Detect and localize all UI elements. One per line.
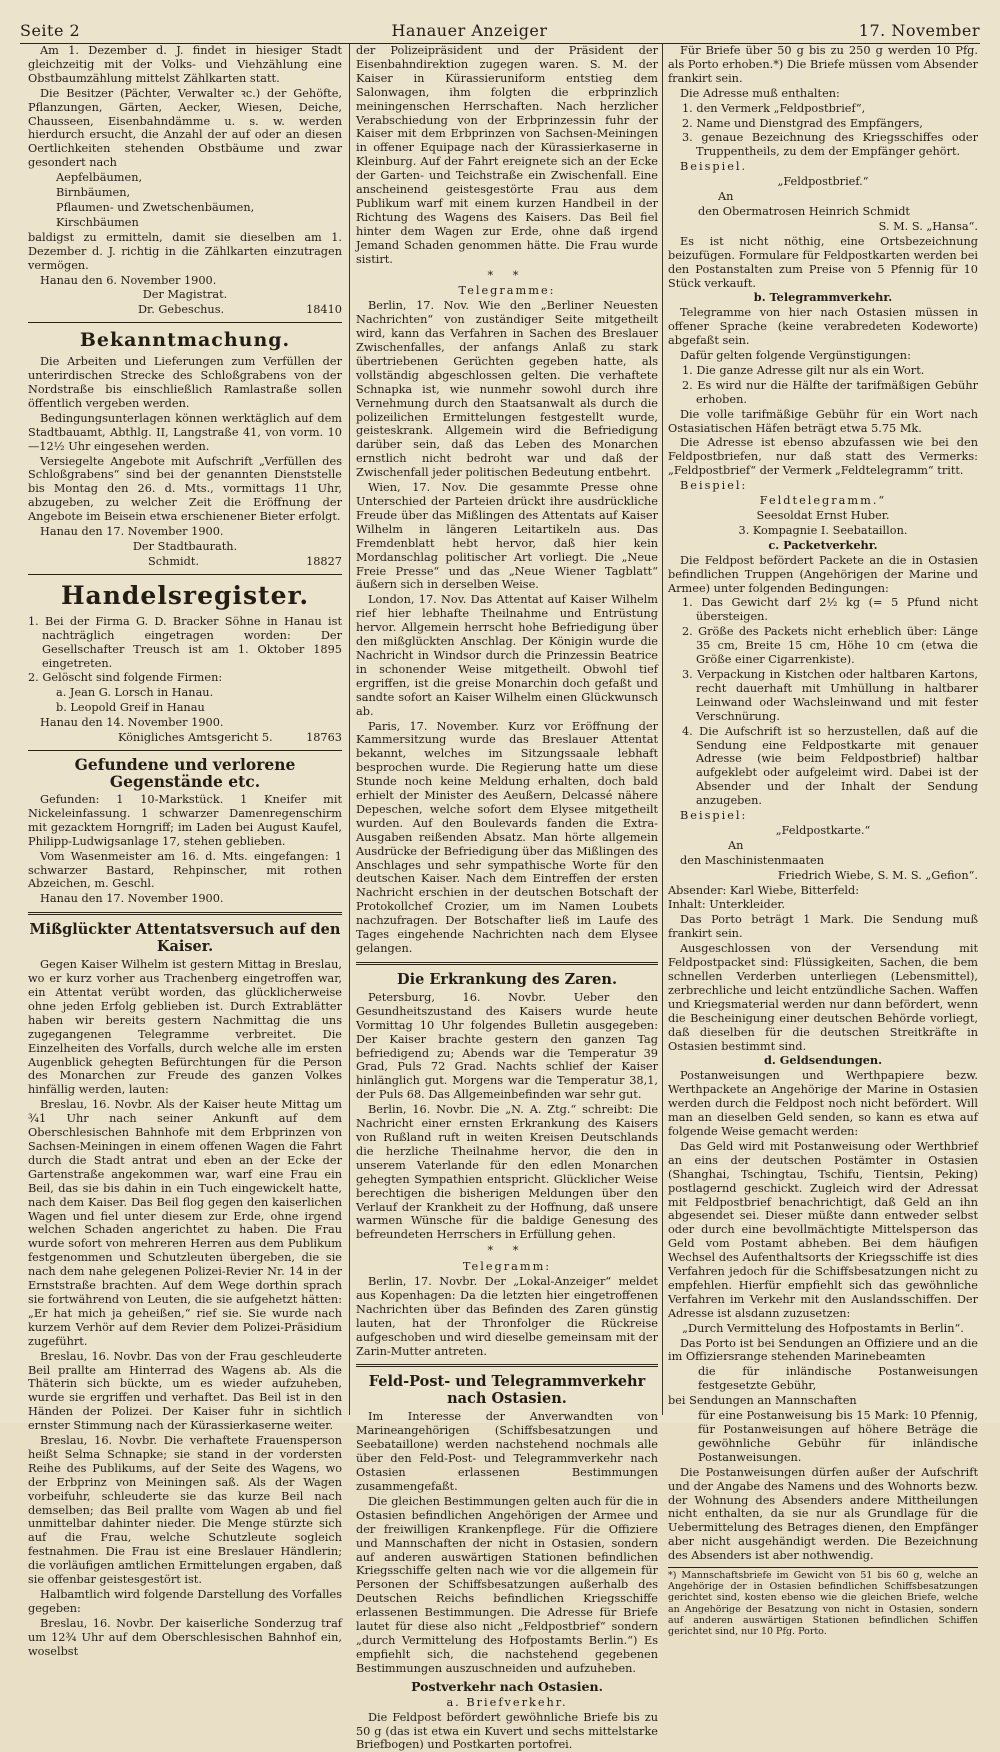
list-item: 1. Die ganze Adresse gilt nur als ein Wort. bbox=[682, 363, 925, 377]
example-sender: Absender: Karl Wiebe, Bitterfeld: bbox=[668, 883, 860, 897]
list-item: 3. Verpackung in Kistchen oder haltbaren Kartons, recht dauerhaft mit Umhüllung in haltbarer Leinwand oder Wachsleinwand und mit fester Verschnürung. bbox=[682, 667, 978, 723]
tree-type: Birnbäumen, bbox=[56, 186, 131, 200]
list-item: 2. Größe des Packets nicht erheblich über: Länge 35 cm, Breite 15 cm, Höhe 10 cm (etwa die Größe einer Cigarrenkiste). bbox=[682, 625, 978, 667]
list-item: 2. Es wird nur die Hälfte der tarifmäßigen Gebühr erhoben. bbox=[682, 378, 978, 406]
article-paragraph: bei Sendungen an Mannschaften bbox=[668, 1394, 857, 1408]
example-line: Feldtelegramm.“ bbox=[759, 494, 887, 508]
register-date: Hanau den 14. November 1900. bbox=[40, 716, 224, 730]
telegram-berlin: Berlin, 17. Nov. Wie den „Berliner Neuesten Nachrichten“ von zuständiger Seite mitgetheilt wird, kann das Verfahren in Sachen des Breslauer Zwischenfalles, der anfangs Anlaß zu stark übertriebenen Gerüchten gegeben hatte, als vollständig abgeschlossen gelten. Die verhaftete Schnapka ist, wie nunmehr sowohl durch ihre Vernehmung durch den Staatsanwalt als durch die polizeilichen Ermittelungen festgestellt wurde, geisteskrank. Allgemein wird die Befriedigung darüber sein, daß das Leben des Monarchen ernstlich nicht bedroht war und daß der Zwischenfall jeder politischen Bedeutung entbehrt. bbox=[356, 299, 658, 480]
register-firm: a. Jean G. Lorsch in Hanau. bbox=[56, 686, 214, 700]
article-headline: Die Erkrankung des Zaren. bbox=[397, 970, 617, 988]
column-rule-1 bbox=[349, 44, 350, 1415]
article-headline: Feld-Post- und Telegrammverkehr nach Ostasien. bbox=[368, 1373, 646, 1408]
subsection-heading: b. Telegrammverkehr. bbox=[753, 290, 893, 305]
article-paragraph: Petersburg, 16. Novbr. Ueber den Gesundheitszustand des Kaisers wurde heute Vormittag 10 Uhr folgendes Bulletin ausgegeben: Der Kaiser brachte gestern den ganzen Tag befriedigend zu; Abends war die Temperatur 39 Grad, Puls 72 Grad. Nachts schlief der Kaiser hinlänglich gut. Morgens war die Temperatur 38,1, der Puls 68. Das Allgemeinbefinden war sehr gut. bbox=[356, 990, 658, 1102]
footnote: *) Mannschaftsbriefe im Gewicht von 51 bis 60 g, welche an Angehörige der in Ostasien befindlichen Schiffsbesatzungen gerichtet sind, kosten ebenso wie die gleichen Briefe, welche an Angehörige der Besatzung von nicht in Ostasien, sondern auf anderen auswärtigen Stationen befindlichen Schiffen gerichtet sind, nur 10 Pfg. Porto. bbox=[668, 1567, 978, 1637]
column-2 bbox=[356, 44, 658, 1752]
article-continuation: der Polizeipräsident und der Präsident der Eisenbahndirektion zugegen waren. S. M. der Kaiser in Kürassieruniform entstieg dem Salonwagen, ihm folgten die erbprinzlich meiningenschen Herrschaften. Nach herzlicher Verabschiedung von der Erbprinzessin fuhr der Kaiser mit dem Erbprinzen von Sachsen-Meiningen in offener Equipage nach der Kürassierkaserne in Kleinburg. Auf der Fahrt ereignete sich an der Ecke der Garten- und Teichstraße ein Zwischenfall. Eine anscheinend geistesgestörte Frau aus dem Publikum warf mit einem kurzen Handbeil in der Richtung des Wagens des Kaisers. Das Beil fiel hinter dem Wagen zur Erde, ohne daß irgend Jemand Schaden genommen hätte. Die Frau wurde sistirt. bbox=[356, 44, 658, 266]
masthead-title: Hanauer Anzeiger bbox=[391, 21, 548, 40]
list-item: 1. Das Gewicht darf 2½ kg (= 5 Pfund nicht übersteigen. bbox=[682, 596, 978, 624]
example-label: Beispiel: bbox=[680, 809, 748, 823]
fee-line: die für inländische Postanweisungen festgesetzte Gebühr, bbox=[698, 1365, 978, 1393]
telegram-london: London, 17. Nov. Das Attentat auf Kaiser Wilhelm rief hier lebhafte Theilnahme und Entrüstung hervor. Allgemein herrscht hohe Befriedigung über den mißglückten Anschlag. Der Königin wurde die Nachricht in Windsor durch die Prinzessin Beatrice in schonender Weise mitgetheilt. Obwohl tief ergriffen, ist die greise Monarchin doch gefaßt und sandte sofort an Kaiser Wilhelm einen Glückwunsch ab. bbox=[356, 593, 658, 718]
article-paragraph: Die Feldpost befördert Packete an die in Ostasien befindlichen Truppen (Angehörigen der Marine und Armee) unter folgenden Bedingungen: bbox=[668, 553, 978, 595]
example-line: S. M. S. „Hansa“. bbox=[878, 219, 978, 233]
notice-issuer: Der Stadtbaurath. bbox=[132, 540, 238, 553]
example-line: „Feldpostkarte.“ bbox=[775, 823, 871, 837]
handelsregister bbox=[28, 581, 342, 745]
article-paragraph: Breslau, 16. Novbr. Als der Kaiser heute Mittag um ¾1 Uhr nach seiner Ankunft auf dem Oberschlesischen Bahnhofe mit dem Erbprinzen von Sachsen-Meiningen in einem offenen Wagen die Fahrt durch die Stadt antrat und eben an der Ecke der Gartenstraße angekommen war, warf eine Frau ein Beil, das sie bis dahin in ein Tuch eingewickelt hatte, nach dem Kaiser. Das Beil flog gegen den kaiserlichen Wagen und fiel unter diesem zur Erde, ohne irgend welchen Schaden angerichtet zu haben. Die Frau wurde sofort von mehreren Herren aus dem Publikum festgenommen und Schutzleuten übergeben, die sie nach dem nahe gelegenen Polizei-Revier Nr. 14 in der Ernststraße brachten. Auf dem Wege dorthin sprach sie fortwährend von Leuten, die sie aufgehetzt hätten: „Er hat mich ja geheißen,“ rief sie. Sie wurde nach kurzem Verhör auf dem Revier dem Polizei-Präsidium zugeführt. bbox=[28, 1098, 342, 1348]
article-paragraph: Die Adresse muß enthalten: bbox=[680, 86, 840, 100]
fee-line: für eine Postanweisung bis 15 Mark: 10 Pfennig, für Postanweisungen auf höhere Beträge die gewöhnliche Gebühr für inländische Postanweisungen. bbox=[698, 1409, 978, 1464]
section-heading: Postverkehr nach Ostasien. bbox=[411, 1678, 603, 1694]
lost-found-date: Hanau den 17. November 1900. bbox=[40, 892, 224, 906]
notice-heading: Bekanntmachung. bbox=[79, 329, 291, 352]
telegram-paris: Paris, 17. November. Kurz vor Eröffnung der Kammersitzung wurde das Breslauer Attentat bekannt, welches im Sitzungssaale lebhaft besprochen wurde. Die Regierung hatte um diese Stunde noch keine Meldung erhalten, doch bald erhielt der Minister des Aeußern, Delcassé nähere Depeschen, welche sofort dem Elysee mitgetheilt wurden. Auf den Boulevards fanden die Extra-Ausgaben reißenden Absatz. Man hörte allgemein Ausdrücke der Befriedigung über das Mißlingen des Anschlages und sehr sympathische Worte für den deutschen Kaiser. Nach dem Eintreffen der ersten Nachricht erschien in der deutschen Botschaft der Protokollchef Crozier, um im Namen Loubets nachzufragen. Der Botschafter ließ im Laufe des Tages eingehende Nachrichten nach dem Elysee gelangen. bbox=[356, 719, 658, 955]
divider bbox=[28, 912, 342, 915]
register-entry: 1. Bei der Firma G. D. Bracker Söhne in Hanau ist nachträglich eingetragen worden: Der Gesellschafter Treusch ist am 1. Oktober 1895 eingetreten. bbox=[28, 614, 342, 670]
issue-date: 17. November bbox=[858, 21, 980, 40]
example-line: An bbox=[728, 838, 744, 852]
article-paragraph: Breslau, 16. Novbr. Das von der Frau geschleuderte Beil prallte am Hinterrad des Wagens ab. Als die Thäterin sich bückte, um es wieder aufzuheben, wurde sie ergriffen und verhaftet. Das Beil ist in den Händen der Polizei. Der Kaiser fuhr in sichtlich ernster Stimmung nach der Kürassierkaserne weiter. bbox=[28, 1349, 342, 1433]
example-line: den Maschinistenmaaten bbox=[680, 853, 824, 867]
example-label: Beispiel: bbox=[680, 479, 748, 493]
tree-type: Aepfelbäumen, bbox=[56, 171, 143, 185]
page-header bbox=[20, 14, 980, 44]
article-paragraph: Das Geld wird mit Postanweisung oder Werthbrief an eins der deutschen Postämter in Ostasien (Shanghai, Tschingtau, Tschifu, Tientsin, Peking) postlagernd geschickt. Zugleich wird der Adressat mit Feldpostbrief benachrichtigt, daß Geld an ihn abgesendet sei. Dieser müßte dann entweder selbst oder durch eine bevollmächtigte Mittelsperson das Geld vom Postamt abheben. Bei dem häufigen Wechsel des Aufenthaltsorts der Kriegsschiffe ist dies Verfahren jedoch für die Schiffsbesatzungen nicht zu empfehlen. Hierfür empfiehlt sich das gewöhnliche Verfahren im Verkehr mit den Auslandsschiffen. Der Adresse ist alsdann zuzusetzen: bbox=[668, 1139, 978, 1320]
example-line: An bbox=[718, 190, 734, 204]
article-paragraph: Gegen Kaiser Wilhelm ist gestern Mittag in Breslau, wo er kurz vorher aus Trachenberg eingetroffen war, ein Attentat verübt worden, das glücklicherweise ohne jeden Erfolg geblieben ist. Durch Extrablätter haben wir bereits gestern Nachmittag die uns zugegangenen Telegramme verbreitet. Die Einzelheiten des Vorfalls, durch welche alle im ersten Augenblick gehegten Befürchtungen für die Person des Monarchen zur Freude des ganzen Volkes hinfällig werden, lauten: bbox=[28, 958, 342, 1097]
article-paragraph: Die volle tarifmäßige Gebühr für ein Wort nach Ostasiatischen Häfen beträgt etwa 5.75 Mk. bbox=[668, 407, 978, 435]
register-entry: 2. Gelöscht sind folgende Firmen: bbox=[28, 671, 223, 685]
article-paragraph: Für Briefe über 50 g bis zu 250 g werden 10 Pfg. als Porto erhoben.*) Die Briefe müssen vom Absender frankirt sein. bbox=[668, 44, 978, 85]
example-line: „Feldpostbrief.“ bbox=[777, 175, 869, 189]
divider bbox=[356, 1364, 658, 1367]
divider bbox=[28, 750, 342, 751]
register-court: Königliches Amtsgericht 5. bbox=[118, 731, 273, 745]
subsection-heading: d. Geldsendungen. bbox=[763, 1053, 883, 1068]
ad-number: 18827 bbox=[306, 554, 342, 568]
notice-paragraph: Bedingungsunterlagen können werktäglich auf dem Stadtbauamt, Abthlg. II, Langstraße 41, von vorm. 10—12½ Uhr eingesehen werden. bbox=[28, 411, 342, 453]
example-line: Seesoldat Ernst Huber. bbox=[756, 509, 890, 522]
example-contents: Inhalt: Unterkleider. bbox=[668, 898, 786, 912]
divider bbox=[28, 322, 342, 323]
list-item: 3. genaue Bezeichnung des Kriegsschiffes oder Truppentheils, zu dem der Empfänger gehört. bbox=[682, 131, 978, 159]
article-paragraph: Das Porto beträgt 1 Mark. Die Sendung muß frankirt sein. bbox=[668, 913, 978, 941]
article-paragraph: Die Feldpost befördert gewöhnliche Briefe bis zu 50 g (das ist etwa ein Kuvert und sechs mittelstarke Briefbogen) und Postkarten portofrei. bbox=[356, 1710, 658, 1752]
notice-paragraph: Versiegelte Angebote mit Aufschrift „Verfüllen des Schloßgrabens“ sind bei der genannten Dienststelle bis Montag den 26. d. Mts., vormittags 11 Uhr, abzugeben, zu welcher Zeit die Eröffnung der Angebote im Beisein etwa erschienener Bieter erfolgt. bbox=[28, 454, 342, 524]
article-paragraph: Das Porto ist bei Sendungen an Offiziere und an die im Offiziersrange stehenden Marinebeamten bbox=[668, 1336, 978, 1364]
lost-found-heading: Gefundene und verlorene Gegenstände etc. bbox=[74, 754, 296, 791]
census-issuer: Der Magistrat. bbox=[142, 288, 228, 302]
article-paragraph: Ausgeschlossen von der Versendung mit Feldpostpacket sind: Flüssigkeiten, Sachen, die bem schnellen Verderben unterliegen (Lebensmittel), zerbrechliche und leicht entzündliche Sachen. Waffen und Kriegsmaterial werden nur dann befördert, wenn die Bescheinigung einer deutschen Behörde vorliegt, daß dieselben für die deutschen Streitkräfte in Ostasien bestimmt sind. bbox=[668, 942, 978, 1053]
divider bbox=[28, 574, 342, 575]
census-date: Hanau den 6. November 1900. bbox=[40, 273, 217, 287]
lost-found bbox=[28, 756, 342, 906]
census-signer: Dr. Gebeschus. bbox=[138, 303, 225, 317]
subsection-heading: c. Packetverkehr. bbox=[768, 537, 878, 552]
bekanntmachung-notice bbox=[28, 328, 342, 569]
ad-number: 18410 bbox=[306, 303, 342, 317]
attentat-article bbox=[28, 921, 342, 1658]
example-line: Friedrich Wiebe, S. M. S. „Gefion“. bbox=[777, 868, 978, 882]
example-line: 3. Kompagnie I. Seebataillon. bbox=[738, 523, 908, 537]
census-closing: baldigst zu ermitteln, damit sie dieselben am 1. Dezember d. J. richtig in die Zählkarten einzutragen vermögen. bbox=[28, 230, 342, 272]
example-line: den Obermatrosen Heinrich Schmidt bbox=[698, 204, 910, 218]
subsection-heading: a. Briefverkehr. bbox=[446, 1695, 568, 1709]
article-paragraph: Die Adresse ist ebenso abzufassen wie bei den Feldpostbriefen, nur daß statt des Vermerks: „Feldpostbrief“ der Vermerk „Feldtelegramm“ tritt. bbox=[668, 436, 978, 478]
article-paragraph: Berlin, 16. Novbr. Die „N. A. Ztg.“ schreibt: Die Nachricht einer ernsten Erkrankung des Kaisers von Rußland ruft in weiten Kreisen Deutschlands die herzliche Theilnahme hervor, die den in unserem Vaterlande für den edlen Monarchen gehegten Sympathien entspricht. Glücklicher Weise berechtigen die bisherigen Meldungen über den Verlauf der Krankheit zu der Hoffnung, daß unsere warmen Wünsche für die baldige Genesung des befreundeten Herrschers in Erfüllung gehen. bbox=[356, 1103, 658, 1242]
telegram-wien: Wien, 17. Nov. Die gesammte Presse ohne Unterschied der Parteien drückt ihre ausdrückliche Freude über das Mißlingen des Attentats auf Kaiser Wilhelm in längeren Leitartikeln aus. Das Fremdenblatt hebt hervor, daß hier kein Mordanschlag politischer Art vorliegt. Die „Neue Freie Presse“ und das „Neue Wiener Tagblatt“ äußern sich in derselben Weise. bbox=[356, 481, 658, 592]
lost-found-paragraph: Vom Wasenmeister am 16. d. Mts. eingefangen: 1 schwarzer Bastard, Rehpinscher, mit rothen Abzeichen, m. Geschl. bbox=[28, 849, 342, 891]
tree-type: Pflaumen- und Zwetschenbäumen, bbox=[56, 200, 255, 214]
article-paragraph: Halbamtlich wird folgende Darstellung des Vorfalles gegeben: bbox=[28, 1588, 342, 1615]
article-paragraph: Postanweisungen und Werthpapiere bezw. Werthpackete an Angehörige der Marine in Ostasien werden durch die Feldpost noch nicht befördert. Will man an dieselben Geld senden, so kann es etwa auf folgende Weise gemacht werden: bbox=[668, 1069, 978, 1138]
register-firm: b. Leopold Greif in Hanau bbox=[56, 701, 205, 715]
article-paragraph: Im Interesse der Anverwandten von Marineangehörigen (Schiffsbesatzungen und Seebataillone) werden nachstehend nochmals alle über den Feld-Post- und Telegrammverkehr nach Ostasien erlassenen Bestimmungen zusammengefaßt. bbox=[356, 1410, 658, 1493]
telegram-heading: Telegramm: bbox=[462, 1260, 552, 1274]
census-notice bbox=[28, 44, 342, 317]
section-stars: * * bbox=[487, 1244, 527, 1258]
divider bbox=[356, 962, 658, 965]
list-item: 1. den Vermerk „Feldpostbrief“, bbox=[682, 101, 866, 115]
notice-signer: Schmidt. bbox=[148, 554, 200, 568]
article-paragraph: Dafür gelten folgende Vergünstigungen: bbox=[680, 349, 911, 363]
lost-found-paragraph: Gefunden: 1 10-Markstück. 1 Kneifer mit Nickeleinfassung. 1 schwarzer Damenregenschirm mit gezacktem Horngriff; im Laden bei August Kaufel, Philipp-Ludwigsanlage 17, stehen geblieben. bbox=[28, 792, 342, 848]
census-request: Die Besitzer (Pächter, Verwalter ꝛc.) der Gehöfte, Pflanzungen, Gärten, Aecker, Wiesen, Deiche, Chausseen, Eisenbahndämme u. s. w. werden hierdurch ersucht, die Anzahl der auf oder an diesen Oertlichkeiten stehenden Obstbäume und zwar gesondert nach bbox=[28, 86, 342, 170]
tree-type: Kirschbäumen bbox=[56, 215, 139, 229]
ad-number: 18763 bbox=[306, 731, 342, 745]
column-3 bbox=[668, 44, 978, 1638]
handelsregister-heading: Handelsregister. bbox=[60, 580, 310, 610]
article-paragraph: Breslau, 16. Novbr. Der kaiserliche Sonderzug traf um 12¾ Uhr auf dem Oberschlesischen Bahnhof ein, woselbst bbox=[28, 1616, 342, 1658]
article-paragraph: Telegramme von hier nach Ostasien müssen in offener Sprache (keine verabredeten Kodeworte) abgefaßt sein. bbox=[668, 306, 978, 348]
census-intro: Am 1. Dezember d. J. findet in hiesiger Stadt gleichzeitig mit der Volks- und Viehzählung eine Obstbaumzählung mittelst Zählkarten statt. bbox=[28, 44, 342, 85]
address-note: „Durch Vermittelung des Hofpostamts in Berlin“. bbox=[682, 1321, 964, 1335]
section-stars: * * bbox=[487, 268, 527, 282]
article-paragraph: Es ist nicht nöthig, eine Ortsbezeichnung beizufügen. Formulare für Feldpostkarten werden bei den Postanstalten zum Preise von 5 Pfennig für 10 Stück verkauft. bbox=[668, 234, 978, 290]
notice-paragraph: Die Arbeiten und Lieferungen zum Verfüllen der unterirdischen Strecke des Schloßgrabens von der Nordstraße bis einschließlich Ramlastraße sollen öffentlich vergeben werden. bbox=[28, 355, 342, 410]
page-number: Seite 2 bbox=[20, 21, 81, 40]
article-paragraph: Berlin, 17. Novbr. Der „Lokal-Anzeiger“ meldet aus Kopenhagen: Da die letzten hier eingetroffenen Nachrichten über das Befinden des Zaren günstig lauten, hat der Thronfolger die Rückreise aufgeschoben und wird dieselbe gemeinsam mit der Zarin-Mutter antreten. bbox=[356, 1275, 658, 1358]
article-headline: Mißglückter Attentatsversuch auf den Kaiser. bbox=[29, 921, 341, 956]
example-label: Beispiel. bbox=[680, 160, 748, 174]
column-1 bbox=[28, 44, 342, 1658]
article-paragraph: Die Postanweisungen dürfen außer der Aufschrift und der Angabe des Namens und des Wohnorts bezw. der Wohnung des Absenders andere Mittheilungen nicht enthalten, da sie nur als Grundlage für die Uebermittelung des Betrages dienen, den Empfänger aber nicht ausgehändigt werden. Die Bezeichnung des Absenders ist aber nothwendig. bbox=[668, 1465, 978, 1563]
list-item: 4. Die Aufschrift ist so herzustellen, daß auf die Sendung eine Feldpostkarte mit genauer Adresse (wie beim Feldpostbrief) haltbar aufgeklebt oder aufgeleimt wird. Dabei ist der Absender und der Inhalt der Sendung anzugeben. bbox=[682, 724, 978, 808]
column-rule-2 bbox=[662, 44, 663, 1415]
telegram-heading: Telegramme: bbox=[458, 284, 556, 298]
article-paragraph: Die gleichen Bestimmungen gelten auch für die in Ostasien befindlichen Angehörigen der Armee und der freiwilligen Krankenpflege. Für die Offiziere und Mannschaften der nicht in Ostasien, sondern auf anderen auswärtigen Stationen befindlichen Kriegsschiffe gelten nach wie vor die allgemein für Personen der Schiffsbesatzungen außerhalb des Deutschen Reichs befindlichen Kriegsschiffe erlassenen Bestimmungen. Die Adresse für Briefe lautet für diese also nicht „Feldpostbrief“ sondern „durch Vermittelung des Hofpostamts Berlin.“) Es empfiehlt sich, die nachstehend gegebenen Bestimmungen auszuschneiden und aufzuheben. bbox=[356, 1494, 658, 1675]
list-item: 2. Name und Dienstgrad des Empfängers, bbox=[682, 116, 923, 130]
notice-date: Hanau den 17. November 1900. bbox=[40, 525, 224, 539]
article-paragraph: Breslau, 16. Novbr. Die verhaftete Frauensperson heißt Selma Schnapke; sie stand in der vordersten Reihe des Publikums, auf der Seite des Wagens, wo der Erbprinz von Meiningen saß. Als der Wagen vorbeifuhr, schleuderte sie das kurze Beil nach demselben; das Beil prallte vom Wagen ab und fiel unmittelbar dahinter nieder. Die Menge stürzte sich auf die Frau, welche Schutzleute sogleich festnahmen. Die Frau ist eine Breslauer Händlerin; die vorläufigen amtlichen Ermittelungen ergaben, daß sie offenbar geistesgestört ist. bbox=[28, 1434, 342, 1587]
